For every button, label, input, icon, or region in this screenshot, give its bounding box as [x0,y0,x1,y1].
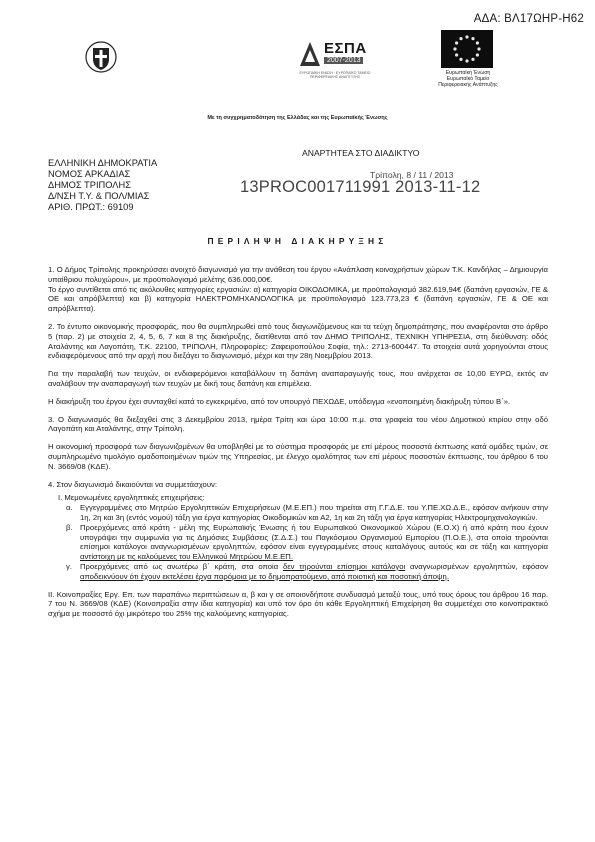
issuer-block [48,158,157,213]
espa-mark-icon [298,40,322,68]
paragraph: Το έργο συντίθεται από τις ακόλουθες κατηγορίες εργασιών: α) κατηγορία ΟΙΚΟΔΟΜΙΚΑ, με προϋπολογισμό 382.619,94€ (δαπάνη εργασιών, ΓΕ & ΟΕ και απρόβλεπτα) και β) κατηγορία ΗΛΕΚΤΡΟΜΗΧΑΝΟΛΟΓΙΚΑ με προϋπολογισμό 123.773,23 € (δαπάνη εργασιών, ΓΕ & ΟΕ και απρόβλεπτα). [48,284,548,314]
document-body [48,265,548,627]
cofunding-line: Με τη συγχρηματοδότηση της Ελλάδας και της Ευρωπαϊκής Ένωσης [207,115,388,121]
paragraph: II. Κοινοπραξίες Εργ. Επ. των παραπάνω περιπτώσεων α, β και γ σε οποιονδήποτε συνδυασμό μεταξύ τους, υπό τους όρους του άρθρου 16 παρ. 7 του Ν. 3669/08 (ΚΔΕ) (Κοινοπραξία στην ίδια κατηγορία) και υπό τον όρο ότι κάθε Εργοληπτική Επιχείρηση θα συμμετέχει στο κοινοπρακτικό σχήμα με ποσοστό όχι μικρότερο του 25% της καλούμενης κατηγορίας. [48,589,548,619]
list-marker: γ. [66,561,72,571]
eu-caption [416,70,520,88]
paragraph: 3. Ο διαγωνισμός θα διεξαχθεί στις 3 Δεκεμβρίου 2013, ημέρα Τρίτη και ώρα 10:00 π.μ. στα γραφεία του νέου Δημοτικού κτιρίου στην οδό Λαγοπάτη και Αταλάντης, στην Τρίπολη. [48,414,548,434]
list-marker: α. [66,503,73,513]
greek-coat-of-arms-icon [84,40,118,74]
issuer-line: Δ/ΝΣΗ Τ.Υ. & ΠΟΛ/ΜΙΑΣ [48,190,150,201]
paragraph: Η διακήρυξη του έργου έχει συνταχθεί κατά το εγκεκριμένο, από τον υπουργό ΠΕΧΩΔΕ, υπόδειγμα «ενοποιημένη διακήρυξη τύπου Β΄». [48,396,511,406]
list-item-text: Προερχόμενες από ως ανωτέρω β΄ κράτη, στα οποία [80,561,283,571]
underlined-text: δεν τηρούνται επίσημοι κατάλογοι [282,561,406,571]
list-item [66,562,548,582]
paragraph: Για την παραλαβή των τευχών, οι ενδιαφερόμενοι καταβάλλουν τη δαπάνη αναπαραγωγής τους, που ανέρχεται σε 10,00 ΕΥΡΩ, εκτός αν αναλάβουν την αναπαραγωγή των τευχών με δική τους δαπάνη και επιμέλεια. [48,369,548,388]
espa-word: ΕΣΠΑ [324,40,367,57]
issuer-line: ΝΟΜΟΣ ΑΡΚΑΔΙΑΣ [48,168,131,179]
ada-code: ΑΔΑ: ΒΛ17ΩΗΡ-Η62 [473,13,584,25]
eligibility-list [58,493,548,581]
list-item [66,523,548,562]
issuer-line: ΔΗΜΟΣ ΤΡΙΠΟΛΗΣ [48,179,131,190]
place-date: Τρίπολη, 8 / 11 / 2013 [370,170,454,180]
paragraph: 4. Στον διαγωνισμό δικαιούνται να συμμετάσχουν: [48,479,218,489]
espa-logo [296,38,374,80]
eu-caption-line: Ευρωπαϊκή Ένωση [445,70,491,76]
paragraph: 2. Το έντυπο οικονομικής προσφοράς, που θα συμπληρωθεί από τους διαγωνιζόμενους και τα τεύχη δημοπράτησης, που αναφέρονται στο άρθρο 5 (παρ. 2) με στοιχεία 2, 4, 5, 6, 7 και 8 της διακήρυξης, διατίθενται από τον ΔΗΜΟ ΤΡΙΠΟΛΗΣ, ΤΕΧΝΙΚΗ ΥΠΗΡΕΣΙΑ, στη διεύθυνση: οδός Αταλάντης και Λαγοπάτη, Τ.Κ. 22100, ΤΡΙΠΟΛΗ, Πληροφορίες: Ζαφειροπούλου Σοφία, τηλ.: 2713-600447. Τα στοιχεία αυτά χορηγούνται στους ενδιαφερόμενους από την αρχή που διεξάγει το διαγωνισμό, μέχρι και την 28η Νοεμβρίου 2013. [48,321,548,361]
eu-caption-line: Περιφερειακής Ανάπτυξης [438,82,498,88]
list-marker: β. [66,522,73,532]
list-item-text: Προερχόμενες από κράτη - μέλη της Ευρωπαϊκής Ένωσης ή του Ευρωπαϊκού Οικονομικού Χώρου (Ε.Ο.Χ) ή από κράτη που έχουν υπογράψει την συμφωνία για τις Δημόσιες Συμβάσεις (Σ.Δ.Σ.) του Παγκόσμιου Οργανισμού Εμπορίου (Π.Ο.Ε.), στα οποία τηρούνται επίσημοι κατάλογοι αναγνωρισμένων εργοληπτών, εφόσον είναι εγγεγραμμένες στους καταλόγους αυτούς και σε τάξη και κατηγορία [80,522,548,552]
protocol-number: ΑΡΙΘ. ΠΡΩΤ.: 69109 [48,201,134,212]
document-title: ΠΕΡΙΛΗΨΗ ΔΙΑΚΗΡΥΞΗΣ [207,236,388,246]
posted-online-label: ΑΝΑΡΤΗΤΕΑ ΣΤΟ ΔΙΑΔΙΚΤΥΟ [302,148,420,158]
eu-caption-line: Ευρωπαϊκό Ταμείο [446,76,490,82]
espa-subtitle: ΕΥΡΩΠΑΪΚΗ ΕΝΩΣΗ · ΕΥΡΩΠΑΪΚΟ ΤΑΜΕΙΟ ΠΕΡΙΦΕΡΕΙΑΚΗΣ ΑΝΑΠΤΥΞΗΣ [299,71,371,79]
list-heading: I. Μεμονωμένες εργοληπτικές επιχειρήσεις: [58,493,205,503]
paragraph: 1. Ο Δήμος Τρίπολης προκηρύσσει ανοιχτό διαγωνισμό για την ανάθεση του έργου «Ανάπλαση κοινοχρήστων χώρων Τ.Κ. Κανδήλας – Δημιουργία υπαίθριου πολυχώρου», με προϋπολογισμό μελέτης 636.000,00€. [48,265,548,284]
paragraph: Η οικονομική προσφορά των διαγωνιζομένων θα υποβληθεί με το σύστημα προσφοράς με επί μέρους ποσοστά έκπτωσης κατά ομάδες τιμών, σε συμπληρωμένο τιμολόγιο ομαδοποιημένων τιμών της Υπηρεσίας, με έλεγχο ομαλότητας των επί μέρους ποσοστών έκπτωσης, του άρθρου 6 του Ν. 3669/08 (ΚΔΕ). [48,442,548,471]
issuer-line: ΕΛΛΗΝΙΚΗ ΔΗΜΟΚΡΑΤΙΑ [48,158,158,168]
document-stamp: 13PROC001711991 2013-11-12 [240,178,481,196]
list-item [66,503,548,523]
list-item-text: αναγνωρισμένων εργοληπτών, εφόσον [405,561,548,571]
underlined-text: αποδεικνύουν ότι έχουν εκτελέσει έργα παρόμοια με το δημοπρατούμενο, από ποιοτική και ποσοτική άποψη. [80,571,449,581]
list-item-text: Εγγεγραμμένες στο Μητρώο Εργοληπτικών Επιχειρήσεων (Μ.Ε.ΕΠ.) που τηρείται στη Γ.Γ.Δ.Ε. του Υ.ΠΕ.ΧΩ.Δ.Ε., εφόσον ανήκουν στην 1η, 2η και 3η (εντός νομού) τάξη για έργα κατηγορίας Οικοδομικών και Α2, 1η και 2η τάξη για έργα κατηγορίας Ηλεκτρομηχανολογικών. [80,503,548,522]
espa-years: 2007-2013 [324,57,363,64]
underlined-text: αντίστοιχη με τις καλούμενες του Ελληνικού Μητρώου Μ.Ε.ΕΠ. [80,552,293,562]
eu-flag-icon [441,30,493,68]
